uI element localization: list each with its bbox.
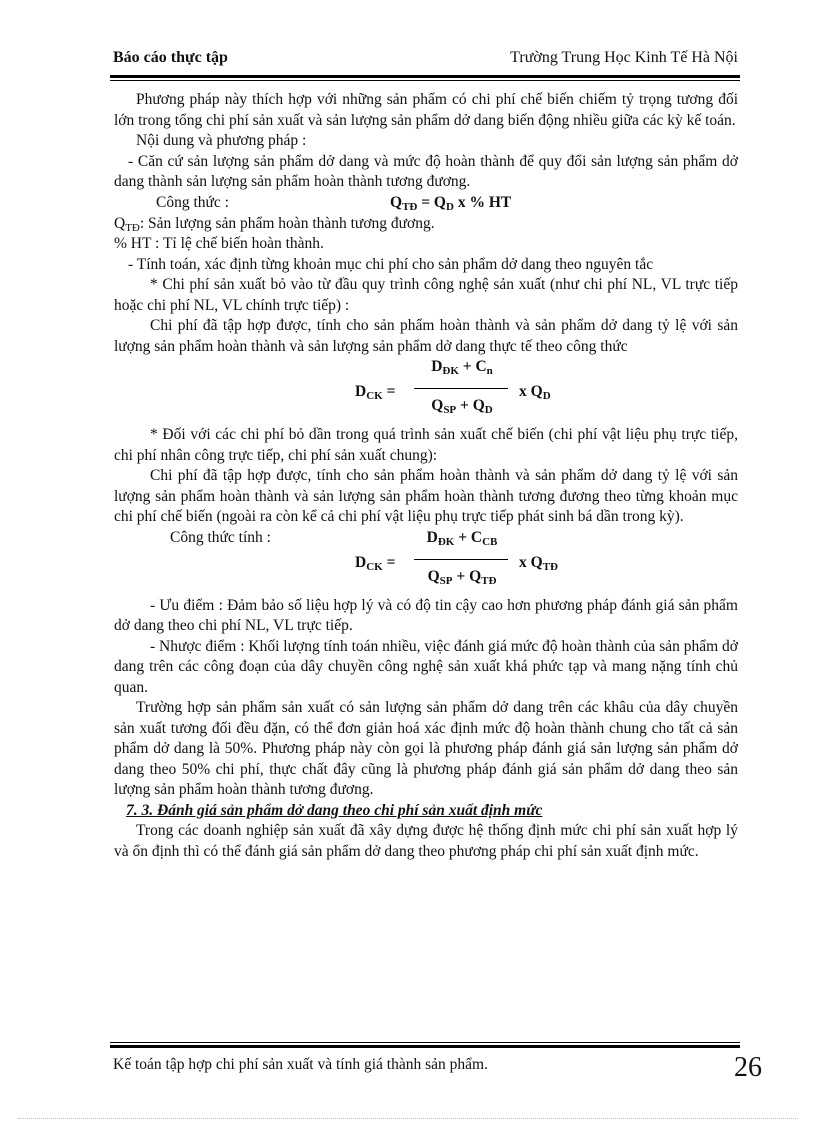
formula-lhs: $D_{CK}$ = [355,383,396,402]
paragraph-step-2: - Tính toán, xác định từng khoản mục chi phí cho sản phẩm dở dang theo nguyên tắc [128,255,654,273]
section-heading: 7. 3. Đánh giá sản phẩm dở dang theo chi phí sản xuất định mức [126,801,543,819]
formula-numerator-2: $D_{ĐK} + C_{CB}$ [426,528,498,548]
page-bottom-border [18,1118,798,1120]
paragraph-disadvantages: - Nhược điểm : Khối lượng tính toán nhiều, việc đánh giá mức độ hoàn thành của sản phẩm dở dang trên các công đoạn của dây chuyền công nghệ sản xuất khá phức tạp và mang nặng tính chủ quan. [114,637,738,696]
paragraph-content-heading: Nội dung và phương pháp : [136,132,307,149]
header-school-name: Trường Trung Học Kinh Tế Hà Nội [510,49,738,66]
paragraph-step-1: - Căn cứ sản lượng sản phẩm dở dang và mức độ hoàn thành để quy đổi sản lượng sản phẩm dở dang thành sản lượng sản phẩm hoàn thành tương đương. [114,152,738,190]
header-rule-thin [110,80,740,81]
paragraph-standard-cost: Trong các doanh nghiệp sản xuất đã xây dựng được hệ thống định mức chi phí sản xuất hợp lý và ổn định thì có thể đánh giá sản phẩm dở dang theo phương pháp chi phí sản xuất định mức. [114,822,738,860]
formula-numerator: $D_{ĐK} + C_n$ [431,358,493,377]
formula-wip-direct [114,357,738,425]
formula-label-2: Công thức tính : [170,528,271,546]
formula-denominator-2: $Q_{SP} + Q_{TĐ}$ [427,567,497,587]
paragraph-direct-costs: * Chi phí sản xuất bỏ vào từ đầu quy trình công nghệ sản xuất (như chi phí NL, VL trực tiếp hoặc chi phí NL, VL chính trực tiếp) : [114,276,738,314]
definition-qtd: $Q_{TĐ}$: Sản lượng sản phẩm hoàn thành tương đương. [114,214,435,234]
fraction-bar-2 [414,559,508,560]
paragraph-advantages: - Ưu điểm : Đảm bảo số liệu hợp lý và có độ tin cậy cao hơn phương pháp đánh giá sản phẩm dở dang theo chi phí NL, VL trực tiếp. [114,596,738,634]
header-rule [110,75,740,78]
formula-denominator: $Q_{SP} + Q_D$ [431,397,493,416]
formula-equivalent-output [114,193,738,214]
paragraph-50-percent: Trường hợp sản phẩm sản xuất có sản lượng sản phẩm dở dang trên các khâu của dây chuyền sản xuất tương đối đều đặn, có thể đơn giản hoá xác định mức độ hoàn thành chung cho tất cả sản phẩm dở dang là 50%. Phương pháp này còn gọi là phương pháp đánh giá sản lượng sản phẩm dở dang theo 50% chi phí, thực chất đây cũng là phương pháp đánh giá sản phẩm dở dang theo sản lượng sản phẩm hoàn thành tương đương. [114,699,738,798]
paragraph-intro: Phương pháp này thích hợp với những sản phẩm có chi phí chế biến chiếm tỷ trọng tương đối lớn trong tổng chi phí sản xuất và sản lượng sản phẩm dở dang biến động nhiều giữa các kỳ kế toán. [114,91,738,129]
formula-label: Công thức : [156,193,229,211]
page-number: 26 [734,1052,762,1083]
fraction-bar [414,388,508,389]
paragraph-allocation: Chi phí đã tập hợp được, tính cho sản phẩm hoàn thành và sản phẩm dở dang tỷ lệ với sản lượng sản phẩm hoàn thành và sản lượng sản phẩm dở dang thực tế theo công thức [114,317,738,355]
page-header [113,49,738,71]
formula-multiplier-2: x $Q_{TĐ}$ [519,553,558,573]
formula-multiplier: x $Q_D$ [519,383,551,402]
footer-text: Kế toán tập hợp chi phí sản xuất và tính giá thành sản phẩm. [113,1056,488,1073]
footer-rule [110,1045,740,1048]
formula-expression: $Q_{TĐ} = Q_D$ x % HT [390,193,512,213]
definition-ht: % HT : Tỉ lệ chế biến hoàn thành. [114,235,324,252]
footer-rule-thin [110,1042,740,1043]
page-body [114,90,738,862]
formula-wip-processing [114,528,738,596]
formula-lhs-2: $D_{CK}$ = [355,553,396,573]
paragraph-allocation-2: Chi phí đã tập hợp được, tính cho sản phẩm hoàn thành và sản phẩm dở dang tỷ lệ với sản lượng sản phẩm hoàn thành và sản lượng sản phẩm hoàn thành tương đương theo từng khoản mục chi phí chế biến (ngoài ra còn kể cả chi phí vật liệu phụ trực tiếp phát sinh bá dần trong kỳ). [114,467,738,525]
header-report-title: Báo cáo thực tập [113,49,228,66]
paragraph-gradual-costs: * Đối với các chi phí bỏ dần trong quá trình sản xuất chế biến (chi phí vật liệu phụ trực tiếp, chi phí nhân công trực tiếp, chi phí sản xuất chung): [114,426,738,464]
